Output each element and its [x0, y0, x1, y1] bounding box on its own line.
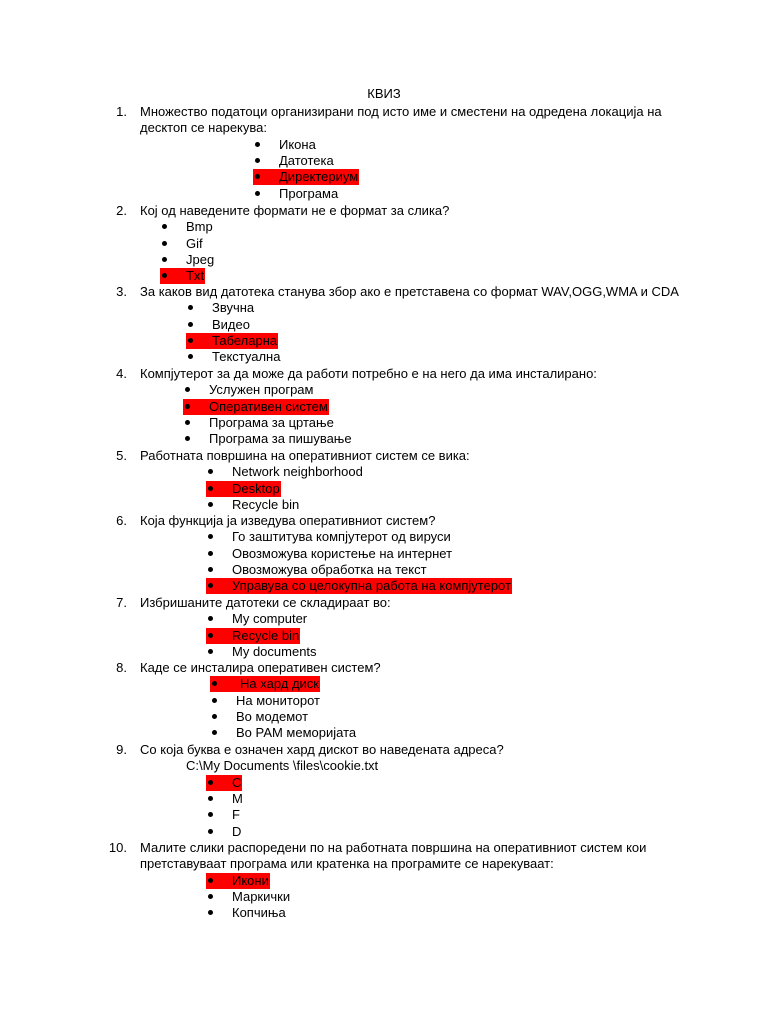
bullet-icon	[162, 224, 167, 229]
answer-text: Во модемот	[236, 709, 309, 725]
bullet-icon	[188, 322, 193, 327]
bullet-icon	[208, 910, 213, 915]
bullet-icon	[188, 305, 193, 310]
answer-text: На мониторот	[236, 692, 321, 708]
question-text: Избришаните датотеки се складираат во:	[140, 595, 391, 610]
answer-text: Копчиња	[232, 905, 286, 921]
question-text: Кој од наведените формати не е формат за слика?	[140, 203, 450, 218]
question-number: 8.	[116, 660, 127, 675]
highlighted-answer: Recycle bin	[232, 627, 300, 643]
bullet-icon	[212, 698, 217, 703]
bullet-icon	[185, 404, 190, 409]
question-text: претставуваат програма или кратенка на програмите се нарекуваат:	[140, 856, 554, 872]
question-number: 4.	[116, 366, 127, 381]
question-number: 2.	[116, 203, 127, 218]
highlighted-answer: C	[232, 774, 242, 790]
highlighted-answer: Управува со целокупна работа на компјутерот	[232, 578, 511, 594]
bullet-icon	[208, 649, 213, 654]
highlighted-answer: Икони	[232, 872, 269, 888]
answer-text: Network neighborhood	[232, 464, 363, 480]
bullet-icon	[188, 338, 193, 343]
answer-text: Текстуална	[212, 349, 281, 365]
answer-text: Икона	[279, 136, 316, 152]
highlighted-answer: Txt	[186, 268, 205, 284]
answer-text: Датотека	[279, 153, 334, 169]
bullet-icon	[208, 633, 213, 638]
answer-text: Услужен програм	[209, 382, 314, 398]
bullet-icon	[208, 796, 213, 801]
answer-text: F	[232, 807, 240, 823]
bullet-icon	[255, 174, 260, 179]
highlighted-answer: Desktop	[232, 480, 280, 496]
bullet-icon	[208, 780, 213, 785]
bullet-icon	[208, 829, 213, 834]
question-text: Која функција ја изведува оперативниот систем?	[140, 513, 436, 528]
answer-text: Овозможува обработка на текст	[232, 562, 427, 578]
answer-text: Recycle bin	[232, 497, 300, 513]
bullet-icon	[255, 142, 260, 147]
highlighted-answer: На хард диск	[236, 676, 320, 692]
bullet-icon	[212, 730, 217, 735]
question-text: Компјутерот за да може да работи потребно е на него да има инсталирано:	[140, 366, 597, 381]
bullet-icon	[208, 502, 213, 507]
bullet-icon	[208, 812, 213, 817]
question-text: Каде се инсталира оперативен систем?	[140, 660, 381, 675]
answer-text: Видео	[212, 316, 250, 332]
bullet-icon	[188, 354, 193, 359]
answer-text: Овозможува користење на интернет	[232, 545, 453, 561]
answer-text: D	[232, 823, 242, 839]
answer-text: Звучна	[212, 300, 255, 316]
bullet-icon	[185, 387, 190, 392]
bullet-icon	[208, 469, 213, 474]
bullet-icon	[208, 894, 213, 899]
answer-text: My documents	[232, 644, 317, 660]
bullet-icon	[255, 158, 260, 163]
question-text: десктоп се нарекува:	[140, 120, 267, 136]
answer-text: Jpeg	[186, 252, 215, 268]
bullet-icon	[162, 241, 167, 246]
question-number: 1.	[116, 104, 127, 119]
bullet-icon	[212, 714, 217, 719]
highlighted-answer: Табеларна	[212, 333, 278, 349]
answer-text: My computer	[232, 611, 308, 627]
answer-text: Bmp	[186, 219, 213, 235]
question-number: 7.	[116, 595, 127, 610]
file-path-text: C:\My Documents \files\cookie.txt	[186, 758, 379, 774]
answer-text: Програма за цртање	[209, 415, 334, 431]
bullet-icon	[208, 486, 213, 491]
question-text: Со која буква е означен хард дискот во наведената адреса?	[140, 742, 504, 757]
question-number: 6.	[116, 513, 127, 528]
answer-text: Програма	[279, 185, 339, 201]
bullet-icon	[185, 420, 190, 425]
question-text: Множество податоци организирани под исто име и сместени на одредена локација на	[140, 104, 662, 119]
bullet-icon	[185, 436, 190, 441]
question-text: Работната површина на оперативниот систем се вика:	[140, 448, 470, 463]
bullet-icon	[162, 273, 167, 278]
bullet-icon	[255, 191, 260, 196]
question-number: 3.	[116, 284, 127, 299]
answer-text: Маркички	[232, 889, 291, 905]
answer-text: M	[232, 791, 243, 807]
bullet-icon	[208, 583, 213, 588]
bullet-icon	[208, 567, 213, 572]
answer-text: Во РАМ меморијата	[236, 725, 357, 741]
question-number: 9.	[116, 742, 127, 757]
bullet-icon	[212, 681, 217, 686]
bullet-icon	[208, 551, 213, 556]
bullet-icon	[208, 616, 213, 621]
highlighted-answer: Директериум	[279, 169, 359, 185]
answer-text: Gif	[186, 235, 203, 251]
question-number: 10.	[108, 840, 127, 855]
question-number: 5.	[116, 448, 127, 463]
answer-text: Го заштитува компјутерот од вируси	[232, 529, 451, 545]
answer-text: Програма за пишување	[209, 431, 352, 447]
question-text: За каков вид датотека станува збор ако е претставена со формат WAV,OGG,WMA и CDA	[140, 284, 679, 299]
question-text: Малите слики распоредени по на работната површина на оперативниот систем кои	[140, 840, 647, 855]
highlighted-answer: Оперативен систем	[209, 398, 328, 414]
bullet-icon	[208, 878, 213, 883]
bullet-icon	[162, 257, 167, 262]
bullet-icon	[208, 534, 213, 539]
document-title: КВИЗ	[367, 86, 401, 101]
